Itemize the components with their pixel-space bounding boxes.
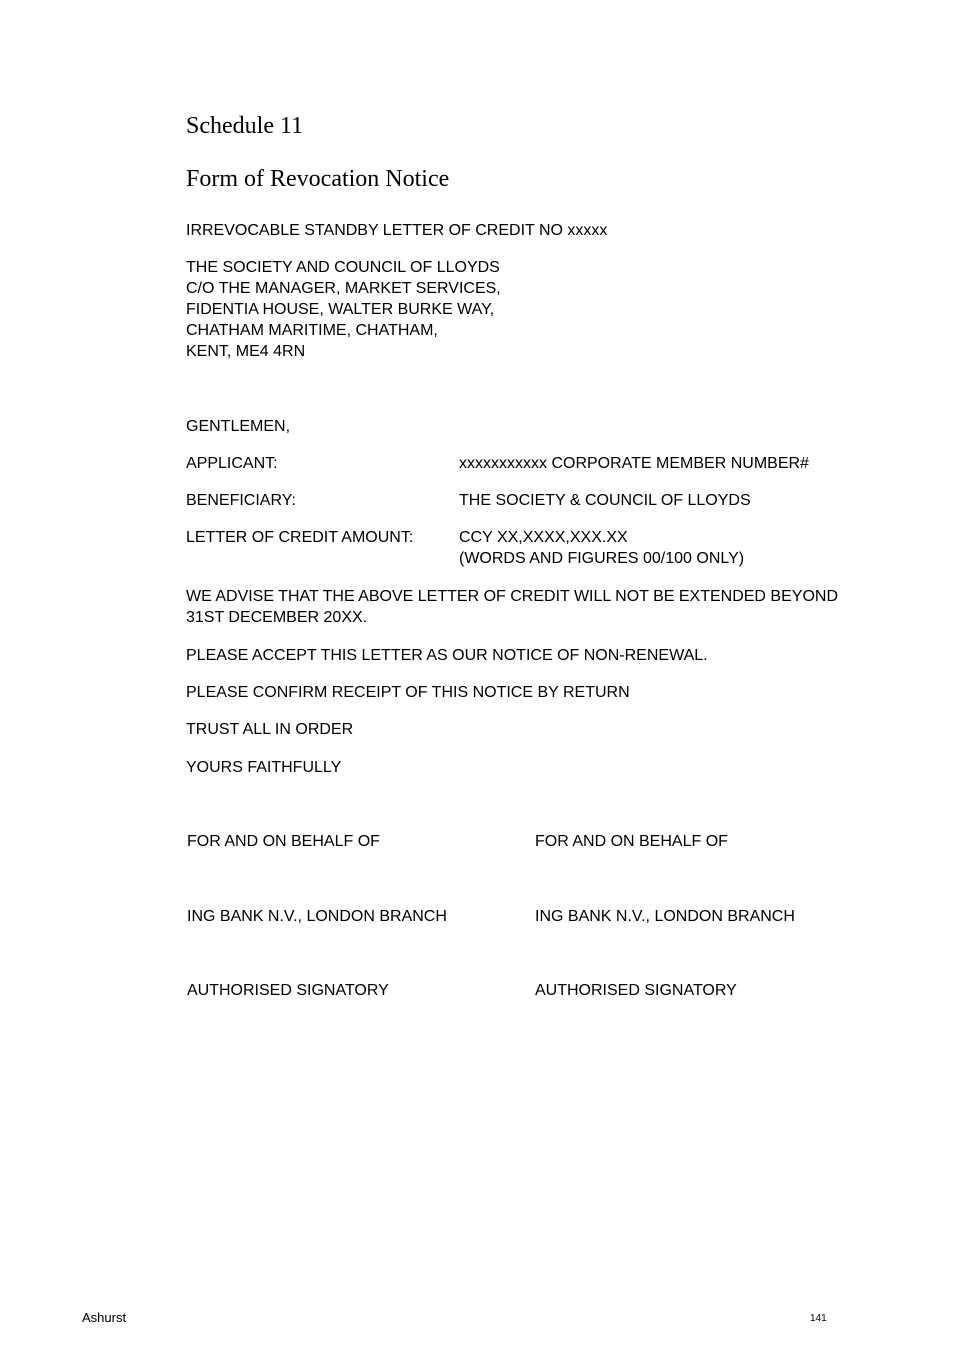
address-line: C/O THE MANAGER, MARKET SERVICES, [186,280,501,297]
form-title: Form of Revocation Notice [186,166,450,192]
advise-line: 31ST DECEMBER 20XX. [186,609,368,626]
address-line: FIDENTIA HOUSE, WALTER BURKE WAY, [186,301,495,318]
amount-value [459,527,744,569]
advise-paragraph [186,586,838,628]
applicant-value: xxxxxxxxxxx CORPORATE MEMBER NUMBER# [459,455,809,472]
signature-bank-right: ING BANK N.V., LONDON BRANCH [535,908,795,925]
address-line: THE SOCIETY AND COUNCIL OF LLOYDS [186,259,500,276]
confirm-paragraph: PLEASE CONFIRM RECEIPT OF THIS NOTICE BY RETURN [186,684,630,701]
address-line: CHATHAM MARITIME, CHATHAM, [186,322,438,339]
amount-line: CCY XX,XXXX,XXX.XX [459,529,628,546]
closing: YOURS FAITHFULLY [186,759,342,776]
accept-paragraph: PLEASE ACCEPT THIS LETTER AS OUR NOTICE OF NON-RENEWAL. [186,647,708,664]
amount-line: (WORDS AND FIGURES 00/100 ONLY) [459,550,745,567]
signature-behalf-left: FOR AND ON BEHALF OF [187,833,380,850]
signatory-left: AUTHORISED SIGNATORY [187,982,389,999]
address-block [186,257,501,362]
applicant-label: APPLICANT: [186,455,278,472]
reference-line: IRREVOCABLE STANDBY LETTER OF CREDIT NO xxxxx [186,222,608,239]
beneficiary-value: THE SOCIETY & COUNCIL OF LLOYDS [459,492,751,509]
beneficiary-label: BENEFICIARY: [186,492,296,509]
signature-behalf-right: FOR AND ON BEHALF OF [535,833,728,850]
signature-bank-left: ING BANK N.V., LONDON BRANCH [187,908,447,925]
footer-firm: Ashurst [82,1310,127,1325]
amount-label: LETTER OF CREDIT AMOUNT: [186,529,414,546]
salutation: GENTLEMEN, [186,418,291,435]
schedule-title: Schedule 11 [186,113,304,139]
trust-paragraph: TRUST ALL IN ORDER [186,721,354,738]
advise-line: WE ADVISE THAT THE ABOVE LETTER OF CREDIT WILL NOT BE EXTENDED BEYOND [186,588,838,605]
page-number: 141 [810,1313,827,1324]
signatory-right: AUTHORISED SIGNATORY [535,982,737,999]
address-line: KENT, ME4 4RN [186,343,306,360]
